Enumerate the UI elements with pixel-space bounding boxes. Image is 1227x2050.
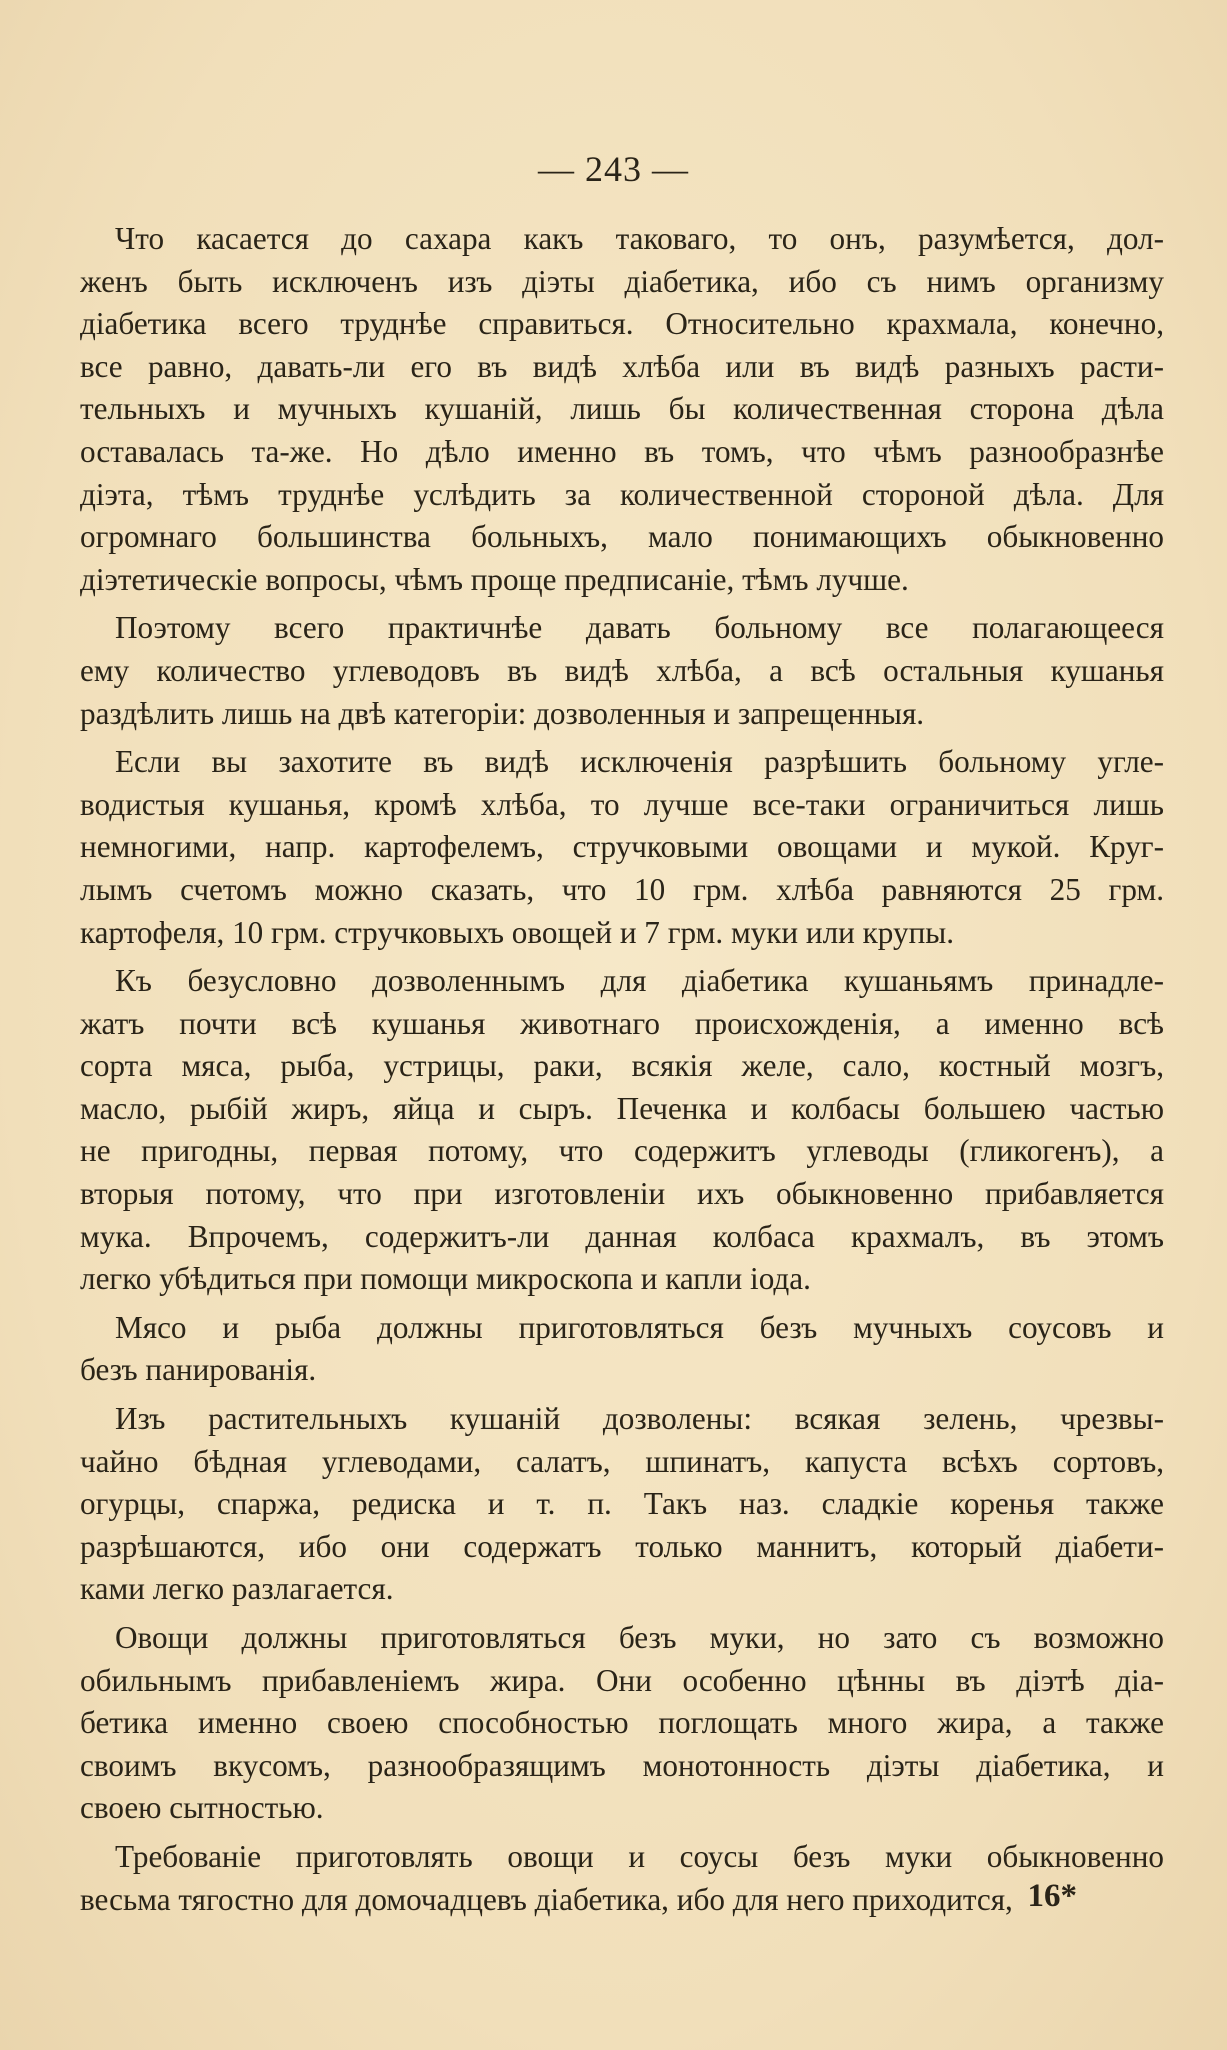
paragraph: [80, 741, 1164, 954]
text-line: діэтетическіе вопросы, чѣмъ проще предписаніе, тѣмъ лучше.: [80, 561, 909, 597]
text-line: Къ безусловно дозволеннымъ для діабетика кушаньямъ принадле-: [115, 963, 1164, 999]
text-line: вторыя потому, что при изготовленіи ихъ обыкновенно прибавляется: [80, 1176, 1164, 1212]
text-line: немногими, напр. картофелемъ, стручковыми овощами и мукой. Круг-: [80, 829, 1164, 865]
text-line: Мясо и рыба должны приготовляться безъ мучныхъ соусовъ и: [115, 1309, 1164, 1345]
text-line: Если вы захотите въ видѣ исключенія разрѣшить больному угле-: [115, 744, 1164, 780]
text-line: женъ быть исключенъ изъ діэты діабетика, ибо съ нимъ организму: [80, 263, 1164, 299]
text-line: діабетика всего труднѣе справиться. Относительно крахмала, конечно,: [80, 306, 1164, 342]
text-line: Овощи должны приготовляться безъ муки, но зато съ возможно: [115, 1620, 1164, 1655]
text-line: лымъ счетомъ можно сказать, что 10 грм. хлѣба равняются 25 грм.: [80, 871, 1164, 907]
text-line: разрѣшаются, ибо они содержатъ только маннитъ, который діабети-: [80, 1528, 1164, 1564]
paragraph: [80, 1836, 1164, 1921]
text-line: ему количество углеводовъ въ видѣ хлѣба, а всѣ остальныя кушанья: [80, 652, 1164, 688]
text-line: тельныхъ и мучныхъ кушаній, лишь бы количественная сторона дѣла: [80, 391, 1164, 427]
text-line: раздѣлить лишь на двѣ категоріи: дозволенныя и запрещенныя.: [80, 695, 925, 731]
body-text: [80, 218, 1164, 1927]
paragraph: [80, 607, 1164, 735]
paragraph: [80, 218, 1164, 601]
text-line: Изъ растительныхъ кушаній дозволены: всякая зелень, чрезвы-: [115, 1401, 1164, 1437]
paragraph: [80, 1617, 1164, 1830]
text-line: огромнаго большинства больныхъ, мало понимающихъ обыкновенно: [80, 519, 1164, 555]
text-line: мука. Впрочемъ, содержитъ-ли данная колбаса крахмалъ, въ этомъ: [80, 1218, 1164, 1254]
text-line: все равно, давать-ли его въ видѣ хлѣба или въ видѣ разныхъ расти-: [80, 348, 1164, 384]
text-line: обильнымъ прибавленіемъ жира. Они особенно цѣнны въ діэтѣ діа-: [80, 1662, 1164, 1698]
text-line: Требованіе приготовлять овощи и соусы безъ муки обыкновенно: [115, 1838, 1164, 1874]
text-line: водистыя кушанья, кромѣ хлѣба, то лучше все-таки ограничиться лишь: [80, 786, 1164, 822]
text-line: ками легко разлагается.: [80, 1571, 394, 1607]
text-line: Поэтому всего практичнѣе давать больному все полагающееся: [115, 610, 1164, 646]
text-line: чайно бѣдная углеводами, салатъ, шпинатъ, капуста всѣхъ сортовъ,: [80, 1443, 1164, 1479]
text-line: бетика именно своею способностью поглощать много жира, а также: [80, 1705, 1164, 1741]
text-line: легко убѣдиться при помощи микроскопа и капли іода.: [80, 1261, 811, 1297]
text-line: масло, рыбій жиръ, яйца и сыръ. Печенка и колбасы большею частью: [80, 1090, 1164, 1126]
paragraph: [80, 1307, 1164, 1392]
text-line: оставалась та-же. Но дѣло именно въ томъ, что чѣмъ разнообразнѣе: [80, 433, 1164, 469]
text-line: огурцы, спаржа, редиска и т. п. Такъ наз. сладкіе коренья также: [80, 1486, 1164, 1522]
text-line: весьма тягостно для домочадцевъ діабетика, ибо для него приходится,: [80, 1881, 1013, 1917]
text-line: не пригодны, первая потому, что содержитъ углеводы (гликогенъ), а: [80, 1133, 1164, 1169]
text-line: безъ панированія.: [80, 1352, 317, 1388]
text-line: жатъ почти всѣ кушанья животнаго происхожденія, а именно всѣ: [80, 1005, 1164, 1041]
paragraph: [80, 1398, 1164, 1611]
text-line: сорта мяса, рыба, устрицы, раки, всякія желе, сало, костный мозгъ,: [80, 1048, 1164, 1084]
text-line: своею сытностью.: [80, 1790, 324, 1826]
paragraph: [80, 960, 1164, 1301]
text-line: Что касается до сахара какъ таковаго, то онъ, разумѣется, дол-: [115, 221, 1164, 256]
page-number: — 243 —: [538, 149, 689, 189]
text-line: картофеля, 10 грм. стручковыхъ овощей и 7 грм. муки или крупы.: [80, 914, 955, 950]
text-line: діэта, тѣмъ труднѣе услѣдить за количественной стороной дѣла. Для: [80, 476, 1164, 512]
signature-mark: 16*: [1027, 1878, 1077, 1914]
text-line: своимъ вкусомъ, разнообразящимъ монотонность діэты діабетика, и: [80, 1747, 1164, 1783]
